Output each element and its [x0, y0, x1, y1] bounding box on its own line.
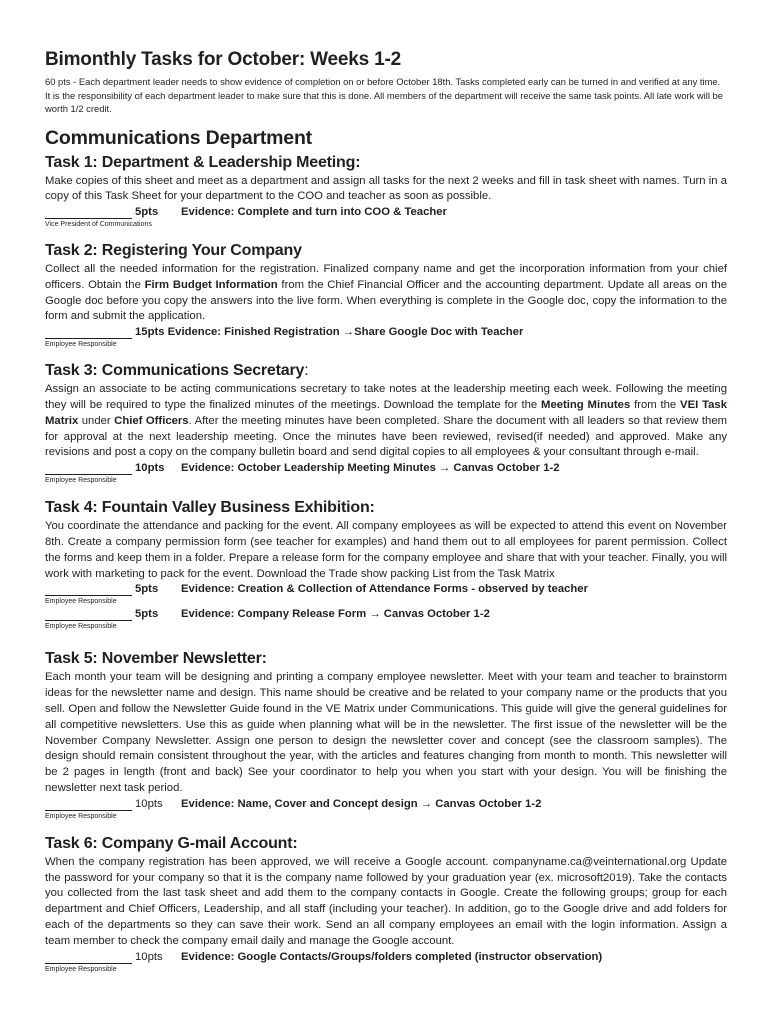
- signature-line: [45, 963, 132, 964]
- department-heading: Communications Department: [45, 126, 312, 149]
- task-2-responsible-label: Employee Responsible: [45, 341, 117, 349]
- task-6-title: Task 6: Company G-mail Account:: [45, 834, 298, 852]
- signature-line: [45, 474, 132, 475]
- task-3-bold-term: Chief Officers: [114, 414, 189, 427]
- task-3-bold-term: Meeting Minutes: [541, 399, 631, 412]
- task-1: [45, 153, 727, 231]
- task-4-evidence-row-b: [45, 607, 727, 632]
- task-1-points: 5pts: [135, 206, 159, 219]
- task-5: [45, 649, 727, 821]
- task-3-responsible-label: Employee Responsible: [45, 477, 117, 485]
- task-1-body: Make copies of this sheet and meet as a department and assign all tasks for the next 2 weeks and fill in task sheet with names. Turn in a copy of this Task Sheet for your department to the COO and teacher as soon as possible.: [45, 174, 727, 203]
- task-3-body-part: from the: [630, 399, 681, 412]
- task-6-responsible-label: Employee Responsible: [45, 965, 117, 973]
- task-3-evidence: Evidence: October Leadership Meeting Minutes → Canvas October 1-2: [181, 462, 560, 475]
- signature-line: [45, 218, 132, 219]
- task-4-body: You coordinate the attendance and packing for the event. All company employees as will be expected to attend this event on November 8th. Create a company permission form (see teacher for examples) and hand them out to all employees for parent permission. Collect the forms and keep them in a folder. Prepare a release form for the company employee and share that with your teacher. Finally, you will work with marketing to pack for the event. Download the Trade show packing List from the Task Matrix: [45, 520, 727, 580]
- intro-paragraph: 60 pts - Each department leader needs to show evidence of completion on or before October 18th. Tasks completed early can be turned in and verified at any time. It is the responsibility of each department leader to make sure that this is done. All members of the department will receive the same task points. All late work will be worth 1/2 credit.: [45, 76, 723, 114]
- task-2-points-evidence: 15pts Evidence: Finished Registration →Share Google Doc with Teacher: [135, 326, 524, 339]
- task-4-evidence-a: Evidence: Creation & Collection of Attendance Forms - observed by teacher: [181, 583, 588, 596]
- task-6-evidence: Evidence: Google Contacts/Groups/folders completed (instructor observation): [181, 950, 603, 963]
- task-4-title: Task 4: Fountain Valley Business Exhibition:: [45, 499, 375, 517]
- task-1-responsible-label: Vice President of Communications: [45, 221, 152, 229]
- task-3-title: [45, 361, 727, 380]
- task-2-title: Task 2: Registering Your Company: [45, 242, 302, 260]
- task-4-evidence-b: Evidence: Company Release Form → Canvas October 1-2: [181, 608, 490, 621]
- task-6-evidence-row: [45, 950, 727, 975]
- signature-line: [45, 338, 132, 339]
- task-4-points-a: 5pts: [135, 583, 159, 596]
- task-3-title-suffix: :: [304, 362, 309, 380]
- task-3-body-part: Assign an associate to be acting communications secretary to take notes at the leadership meeting each week. Following the meeting they will be required to type the finalized minutes of the meetings. Download the template for the: [45, 383, 727, 412]
- task-5-points: 10pts: [135, 797, 163, 810]
- signature-line: [45, 620, 132, 621]
- task-2-body: [45, 262, 727, 325]
- task-3: [45, 361, 727, 486]
- task-1-evidence: Evidence: Complete and turn into COO & Teacher: [181, 206, 447, 219]
- task-5-evidence-row: [45, 797, 727, 822]
- task-4-points-b: 5pts: [135, 608, 159, 621]
- task-6-points: 10pts: [135, 950, 163, 963]
- task-5-body: Each month your team will be designing and printing a company employee newsletter. Meet with your team and teacher to brainstorm ideas for the newsletter name and design. This name should be creative and be related to your company name or the products that you sell. Open and follow the Newsletter Guide found in the VE Matrix under Communications. This guide will give the general guidelines for all competitive newsletters. Use this as guide when planning what will be in the newsletter. The first issue of the newsletter will be the November Company Newsletter. Assign one person to design the newsletter cover and concept (see the classroom samples). The design should remain consistent throughout the year, with the articles and features changing from month to month. This newsletter will be 2 pages in length (front and back) See your coordinator to help you when you start with your design. You will be finishing the newsletter next task period.: [45, 671, 727, 795]
- task-5-responsible-label: Employee Responsible: [45, 812, 117, 820]
- task-2-body-part: from the Chief Financial Officer and the accounting department. Update all areas on the Google doc before you copy the answers into the live form. When everything is complete in the Google doc, copy the information to the form and submit the application.: [45, 278, 727, 323]
- task-2: [45, 241, 727, 350]
- task-3-points: 10pts: [135, 462, 165, 475]
- task-4-responsible-label-a: Employee Responsible: [45, 598, 117, 606]
- signature-line: [45, 595, 132, 596]
- signature-line: [45, 810, 132, 811]
- task-3-body-part: . After the meeting minutes have been completed. Share the document with all leaders so that review them for approval at the next leadership meeting. Once the minutes have been reviewed, revised(if needed) and approved. Make any revisions and post a copy on the company bulletin board and send digital copies to all employees & your consultant through e-mail.: [45, 414, 728, 459]
- task-5-evidence: Evidence: Name, Cover and Concept design → Canvas October 1-2: [181, 797, 542, 810]
- task-6: [45, 834, 727, 975]
- task-5-title: Task 5: November Newsletter:: [45, 650, 267, 668]
- task-3-body: [45, 382, 727, 461]
- task-1-evidence-row: [45, 205, 727, 230]
- task-3-body-part: under: [78, 414, 115, 427]
- task-1-title: Task 1: Department & Leadership Meeting:: [45, 153, 361, 171]
- document-title: Bimonthly Tasks for October: Weeks 1-2: [45, 49, 401, 70]
- task-4-evidence-row-a: [45, 582, 727, 607]
- task-3-bold-term: VEI Task Matrix: [45, 399, 728, 427]
- task-3-evidence-row: [45, 461, 727, 486]
- task-2-body-part: Collect all the needed information for the registration. Finalized company name and get the incorporation information from your chief officers. Obtain the: [45, 263, 727, 291]
- task-4: [45, 498, 727, 632]
- document-content: [45, 50, 727, 975]
- task-2-evidence-row: [45, 325, 727, 350]
- task-4-responsible-label-b: Employee Responsible: [45, 623, 117, 631]
- task-3-title-text: Task 3: Communications Secretary: [45, 362, 305, 380]
- task-6-body: When the company registration has been approved, we will receive a Google account. companyname.ca@veinternational.org Update the password for your company so that it is the company name followed by your graduation year (ex. microsoft2019). Take the contacts you collected from the last task sheet and add them to the company contacts in Google. Create the following groups; group for each department and Chief Officers, Leadership, and all staff (including your teacher). In addition, go to the Google drive and add folders for each of the departments so they can save their work. Send an all company employees an email with the login information. Assign a team member to check the company email daily and manage the Google account.: [45, 855, 727, 947]
- task-2-bold-term: Firm Budget Information: [144, 278, 278, 291]
